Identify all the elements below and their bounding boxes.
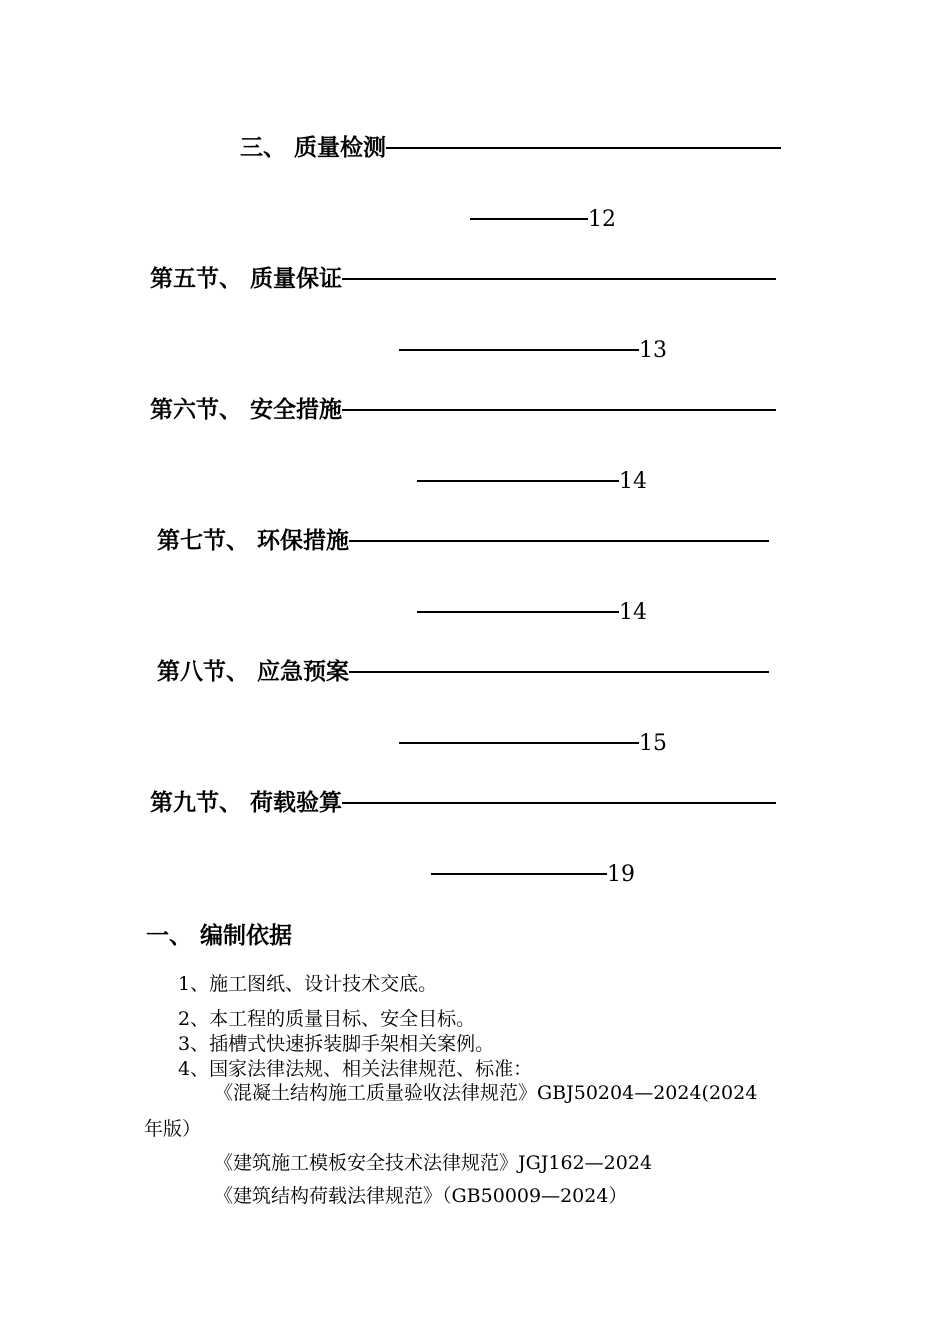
toc-page-number: 14 bbox=[619, 600, 647, 625]
toc-entry-title[interactable] bbox=[150, 792, 776, 815]
standard-reference: 《建筑施工模板安全技术法律规范》JGJ162—2024 bbox=[214, 1152, 653, 1174]
toc-entry-title-text: 三、 质量检测 bbox=[240, 135, 387, 161]
toc-page-number: 19 bbox=[607, 862, 635, 887]
leader-dash bbox=[431, 873, 607, 875]
toc-entry-page[interactable] bbox=[399, 732, 667, 755]
leader-dash bbox=[342, 278, 776, 280]
toc-entry-page[interactable] bbox=[470, 208, 616, 231]
toc-entry-title-text: 第六节、 安全措施 bbox=[150, 397, 343, 423]
toc-entry-title-text: 第五节、 质量保证 bbox=[150, 266, 343, 292]
section-heading: 一、 编制依据 bbox=[146, 923, 293, 949]
list-item: 4、国家法律法规、相关法律规范、标准： bbox=[178, 1058, 533, 1080]
toc-entry-page[interactable] bbox=[399, 339, 667, 362]
list-item: 2、本工程的质量目标、安全目标。 bbox=[178, 1008, 476, 1030]
leader-dash bbox=[417, 480, 619, 482]
leader-dash bbox=[386, 147, 781, 149]
standard-reference: 《混凝土结构施工质量验收法律规范》GBJ50204—2024(2024 bbox=[214, 1082, 758, 1104]
leader-dash bbox=[342, 802, 776, 804]
toc-entry-title[interactable] bbox=[150, 268, 776, 291]
list-item: 1、施工图纸、设计技术交底。 bbox=[178, 973, 438, 995]
toc-entry-title[interactable] bbox=[240, 137, 781, 160]
leader-dash bbox=[417, 611, 619, 613]
list-item: 3、插槽式快速拆装脚手架相关案例。 bbox=[178, 1033, 495, 1055]
leader-dash bbox=[349, 540, 769, 542]
toc-entry-page[interactable] bbox=[417, 470, 647, 493]
toc-page-number: 15 bbox=[639, 731, 667, 756]
toc-entry-title-text: 第七节、 环保措施 bbox=[157, 528, 350, 554]
leader-dash bbox=[399, 742, 639, 744]
toc-page-number: 12 bbox=[588, 207, 616, 232]
toc-page-number: 14 bbox=[619, 469, 647, 494]
toc-entry-title-text: 第八节、 应急预案 bbox=[157, 659, 350, 685]
standard-reference-continuation: 年版） bbox=[144, 1118, 202, 1140]
toc-page-number: 13 bbox=[639, 338, 667, 363]
leader-dash bbox=[399, 349, 639, 351]
leader-dash bbox=[470, 218, 588, 220]
toc-entry-title-text: 第九节、 荷载验算 bbox=[150, 790, 343, 816]
leader-dash bbox=[342, 409, 776, 411]
toc-entry-page[interactable] bbox=[431, 863, 635, 886]
toc-entry-page[interactable] bbox=[417, 601, 647, 624]
toc-entry-title[interactable] bbox=[150, 399, 776, 422]
toc-entry-title[interactable] bbox=[157, 530, 769, 553]
toc-entry-title[interactable] bbox=[157, 661, 769, 684]
standard-reference: 《建筑结构荷载法律规范》（GB50009—2024） bbox=[214, 1185, 628, 1207]
leader-dash bbox=[349, 671, 769, 673]
